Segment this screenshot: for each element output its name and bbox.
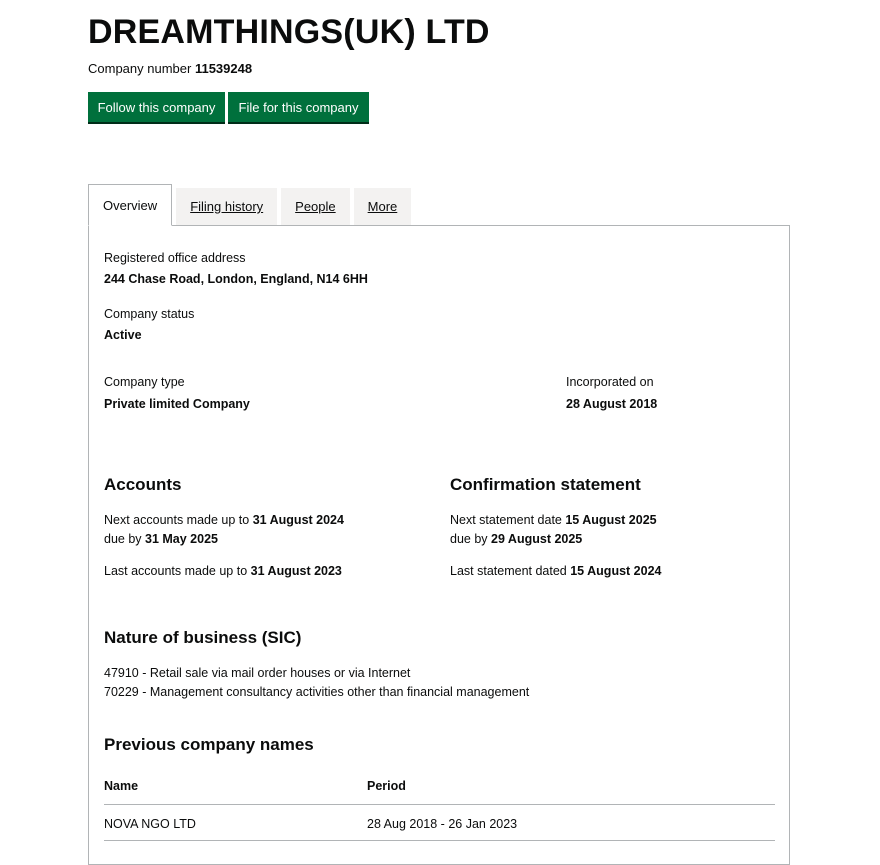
company-name: DREAMTHINGS(UK) LTD (88, 13, 490, 51)
confirmation-next-date: 15 August 2025 (565, 513, 657, 527)
tab-bar (88, 184, 415, 226)
accounts-due-date: 31 May 2025 (145, 532, 218, 546)
file-for-company-button[interactable]: File for this company (228, 92, 369, 124)
column-header-name: Name (104, 778, 367, 805)
confirmation-last-line (450, 562, 661, 581)
accounts-next-date: 31 August 2024 (252, 513, 344, 527)
accounts-last-line (104, 562, 342, 581)
sic-item: 70229 - Management consultancy activities other than financial management (104, 685, 530, 699)
incorporated-label: Incorporated on (566, 375, 654, 389)
accounts-due-prefix: due by (104, 532, 142, 546)
confirmation-due-prefix: due by (450, 532, 488, 546)
previous-name-cell: NOVA NGO LTD (104, 805, 367, 841)
accounts-due-line (104, 530, 218, 549)
confirmation-due-date: 29 August 2025 (491, 532, 583, 546)
incorporated-value: 28 August 2018 (566, 397, 658, 411)
previous-period-cell: 28 Aug 2018 - 26 Jan 2023 (367, 805, 775, 841)
accounts-next-prefix: Next accounts made up to (104, 513, 250, 527)
accounts-last-date: 31 August 2023 (250, 564, 342, 578)
tab-filing-history[interactable]: Filing history (176, 188, 277, 226)
confirmation-due-line (450, 530, 582, 549)
company-number-value: 11539248 (194, 61, 253, 76)
accounts-heading: Accounts (104, 475, 182, 494)
overview-panel (88, 225, 790, 865)
table-header-row (104, 778, 775, 805)
tab-more[interactable]: More (354, 188, 412, 226)
company-number-line (88, 61, 252, 77)
company-type-value: Private limited Company (104, 397, 250, 411)
company-number-label: Company number (88, 61, 192, 76)
registered-office-label: Registered office address (104, 251, 246, 265)
sic-heading: Nature of business (SIC) (104, 628, 302, 647)
tab-people[interactable]: People (281, 188, 349, 226)
sic-item: 47910 - Retail sale via mail order houses or via Internet (104, 666, 411, 680)
company-type-label: Company type (104, 375, 185, 389)
confirmation-next-line (450, 511, 657, 530)
company-actions (88, 92, 369, 124)
confirmation-last-date: 15 August 2024 (570, 564, 662, 578)
tab-overview[interactable]: Overview (88, 184, 172, 226)
confirmation-last-prefix: Last statement dated (450, 564, 567, 578)
accounts-next-line (104, 511, 344, 530)
accounts-last-prefix: Last accounts made up to (104, 564, 248, 578)
registered-office-value: 244 Chase Road, London, England, N14 6HH (104, 272, 368, 286)
company-status-value: Active (104, 328, 142, 342)
follow-company-button[interactable]: Follow this company (88, 92, 225, 124)
company-status-label: Company status (104, 307, 195, 321)
table-row (104, 805, 775, 841)
previous-names-table (104, 778, 775, 841)
column-header-period: Period (367, 778, 775, 805)
previous-names-heading: Previous company names (104, 735, 314, 754)
confirmation-heading: Confirmation statement (450, 475, 641, 494)
confirmation-next-prefix: Next statement date (450, 513, 562, 527)
